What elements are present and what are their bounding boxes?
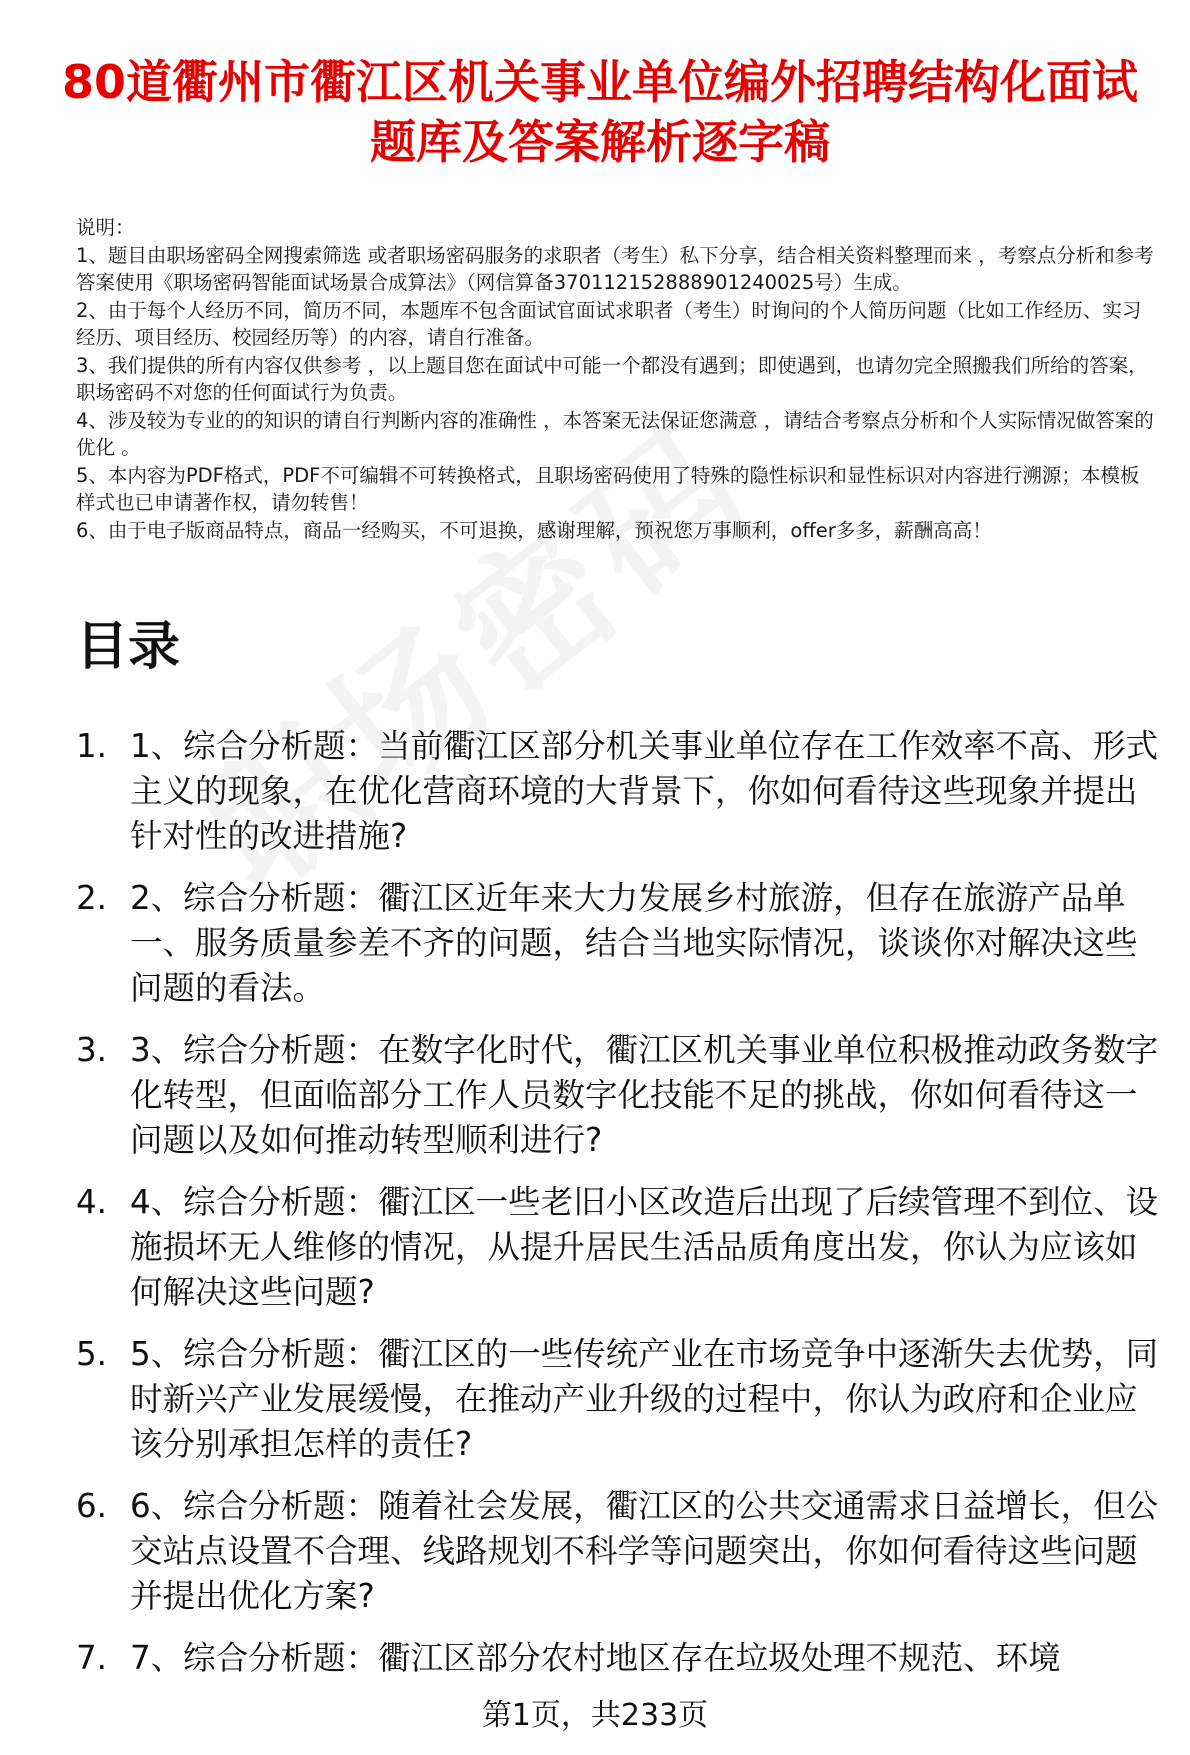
note-item: 3、我们提供的所有内容仅供参考 ，以上题目您在面试中可能一个都没有遇到；即使遇到，也请勿完全照搬我们所给的答案，职场密码不对您的任何面试行为负责。	[76, 353, 1148, 404]
note-item: 5、本内容为PDF格式，PDF不可编辑不可转换格式，且职场密码使用了特殊的隐性标识和显性标识对内容进行溯源；本模板样式也已申请著作权，请勿转售！	[76, 463, 1140, 514]
toc-item[interactable]	[76, 1028, 1166, 1163]
notes-heading: 说明：	[76, 216, 135, 239]
toc-item[interactable]	[76, 1332, 1166, 1467]
toc-item-text[interactable]: 7、综合分析题：衢江区部分农村地区存在垃圾处理不规范、环境	[130, 1639, 1061, 1677]
note-item: 2、由于每个人经历不同，简历不同，本题库不包含面试官面试求职者（考生）时询问的个人简历问题（比如工作经历、实习经历、项目经历、校园经历等）的内容，请自行准备。	[76, 298, 1142, 349]
toc-item-text[interactable]: 4、综合分析题：衢江区一些老旧小区改造后出现了后续管理不到位、设施损坏无人维修的情况，从提升居民生活品质角度出发，你认为应该如何解决这些问题?	[130, 1183, 1159, 1311]
note-item: 4、涉及较为专业的的知识的请自行判断内容的准确性 ，本答案无法保证您满意 ，请结合考察点分析和个人实际情况做答案的优化 。	[76, 408, 1154, 459]
document-title: 80道衢州市衢江区机关事业单位编外招聘结构化面试题库及答案解析逐字稿	[61, 55, 1138, 169]
toc-item-number: 1.	[76, 727, 108, 765]
note-item: 1、题目由职场密码全网搜索筛选 或者职场密码服务的求职者（考生）私下分享，结合相关资料整理而来 ，考察点分析和参考答案使用《职场密码智能面试场景合成算法》（网信算备370112152888901240025号）生成。	[76, 243, 1154, 294]
toc-item-number: 3.	[76, 1031, 108, 1069]
toc-item-text[interactable]: 3、综合分析题：在数字化时代，衢江区机关事业单位积极推动政务数字化转型，但面临部分工作人员数字化技能不足的挑战，你如何看待这一问题以及如何推动转型顺利进行?	[130, 1031, 1159, 1159]
toc-item-text[interactable]: 1、综合分析题：当前衢江区部分机关事业单位存在工作效率不高、形式主义的现象，在优化营商环境的大背景下，你如何看待这些现象并提出针对性的改进措施?	[130, 727, 1159, 855]
toc-item-number: 5.	[76, 1335, 108, 1373]
toc-item[interactable]	[76, 1636, 1166, 1681]
toc-item-number: 6.	[76, 1487, 108, 1525]
toc-item[interactable]	[76, 876, 1166, 1011]
toc-item-text[interactable]: 6、综合分析题：随着社会发展，衢江区的公共交通需求日益增长，但公交站点设置不合理、线路规划不科学等问题突出，你如何看待这些问题并提出优化方案?	[130, 1487, 1159, 1615]
toc-item[interactable]	[76, 1484, 1166, 1619]
toc-item-text[interactable]: 5、综合分析题：衢江区的一些传统产业在市场竞争中逐渐失去优势，同时新兴产业发展缓慢，在推动产业升级的过程中，你认为政府和企业应该分别承担怎样的责任?	[130, 1335, 1159, 1463]
toc-item-text[interactable]: 2、综合分析题：衢江区近年来大力发展乡村旅游，但存在旅游产品单一、服务质量参差不齐的问题，结合当地实际情况，谈谈你对解决这些问题的看法。	[130, 879, 1138, 1007]
toc-heading: 目录	[76, 617, 181, 677]
toc-item[interactable]	[76, 1180, 1166, 1315]
toc-item[interactable]	[76, 724, 1166, 859]
page-footer: 第1页，共233页	[481, 1698, 709, 1733]
toc-item-number: 7.	[76, 1639, 108, 1677]
toc-list	[76, 724, 1166, 1698]
toc-item-number: 4.	[76, 1183, 108, 1221]
notes-section	[76, 214, 1156, 544]
toc-item-number: 2.	[76, 879, 108, 917]
note-item: 6、由于电子版商品特点，商品一经购买，不可退换，感谢理解，预祝您万事顺利，offer多多，薪酬高高！	[76, 518, 992, 542]
